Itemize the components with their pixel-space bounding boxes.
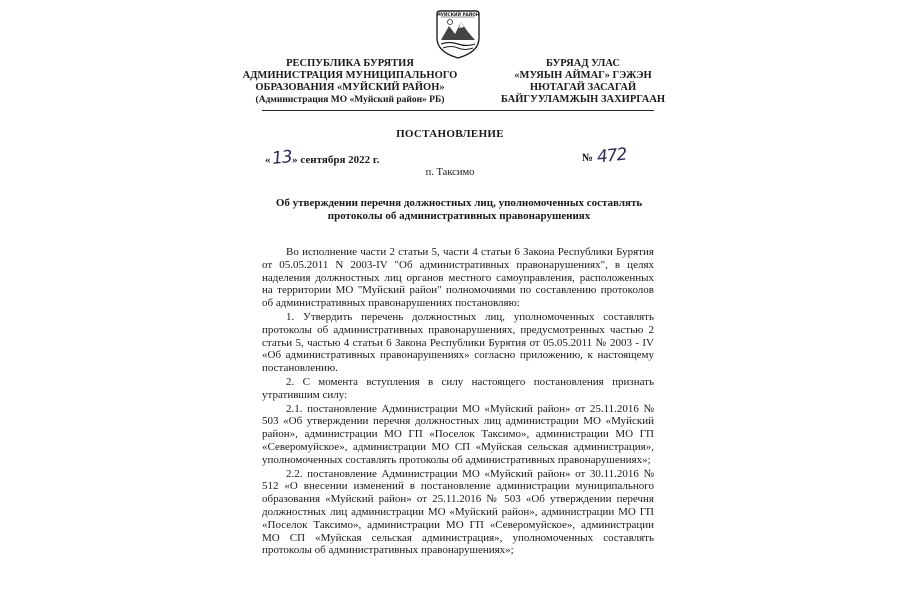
body-paragraph: 1. Утвердить перечень должностных лиц, уполномоченных составлять протоколы об административных правонарушениях, предусмотренных частью 2 статьи 5, частью 4 статьи 6 Закона Республики Бурятия от 05.05.2011 № 2003 - IV «Об административных правонарушениях» согласно приложению, к настоящему постановлению. (262, 310, 654, 375)
date-open-quote: « (265, 154, 271, 166)
body-paragraph: 2.1. постановление Администрации МО «Муйский район» от 25.11.2016 № 503 «Об утверждении перечня должностных лиц администрации МО «Муйский район», администрации МО ГП «Поселок Таксимо», администрации МО ГП «Северомуйское», администрации МО СП «Муйская сельская администрация», уполномоченных составлять протоколы об административных правонарушениях»; (262, 402, 654, 466)
header-left-line: РЕСПУБЛИКА БУРЯТИЯ (286, 58, 414, 69)
date-day-handwritten: 13 (270, 147, 293, 169)
header-right-line: НЮТАГАЙ ЗАСАГАЙ (529, 82, 637, 93)
header-left-block (230, 58, 470, 106)
header-right-line: БУРЯАД УЛАС (546, 58, 620, 69)
document-type-heading: ПОСТАНОВЛЕНИЕ (396, 128, 504, 140)
header-left-line: АДМИНИСТРАЦИЯ МУНИЦИПАЛЬНОГО (242, 70, 458, 81)
body-paragraph: 2. С момента вступления в силу настоящего постановления признать утратившим силу: (262, 375, 654, 401)
header-left-line: ОБРАЗОВАНИЯ «МУЙСКИЙ РАЙОН» (255, 82, 445, 93)
header-right-line: «МУЯЫН АЙМАГ» ГЭЖЭН (514, 70, 652, 81)
body-paragraph: 2.2. постановление Администрации МО «Муйский район» от 30.11.2016 № 512 «О внесении изменений в постановление администрации муниципального образования «Муйский район» от 25.11.2016 № 503 «Об утверждении перечня должностных лиц администрации МО «Муйский район», администрации МО ГП «Поселок Таксимо», администрации МО ГП «Северомуйское», администрации МО СП «Муйская сельская администрация», уполномоченных составлять протоколы об административных правонарушениях»; (262, 467, 654, 557)
document-body (262, 246, 654, 558)
date-rest: » сентября 2022 г. (292, 154, 380, 166)
number-label: № (582, 152, 594, 164)
coat-of-arms-emblem (433, 8, 483, 60)
document-title: Об утверждении перечня должностных лиц, уполномоченных составлять протоколы об административных правонарушениях (275, 197, 643, 222)
number-value-handwritten: 472 (595, 144, 628, 168)
header-left-line: (Администрация МО «Муйский район» РБ) (255, 95, 445, 105)
svg-text:МУЙСКИЙ РАЙОН: МУЙСКИЙ РАЙОН (436, 12, 480, 17)
header-right-line: БАЙГУУЛАМЖЫН ЗАХИРГААН (500, 94, 666, 105)
header-divider (262, 110, 654, 111)
document-date (265, 148, 379, 168)
body-paragraph: Во исполнение части 2 статьи 5, части 4 статьи 6 Закона Республики Бурятия от 05.05.2011 N 2003-IV "Об административных правонарушениях", в целях наделения должностных лиц органов местного самоуправления, расположенных на территории МО "Муйский район" полномочиями по составлению протоколов об административных правонарушениях постановляю: (262, 246, 654, 310)
header-right-block (478, 58, 688, 106)
document-number (582, 146, 627, 166)
document-place: п. Таксимо (425, 167, 475, 178)
